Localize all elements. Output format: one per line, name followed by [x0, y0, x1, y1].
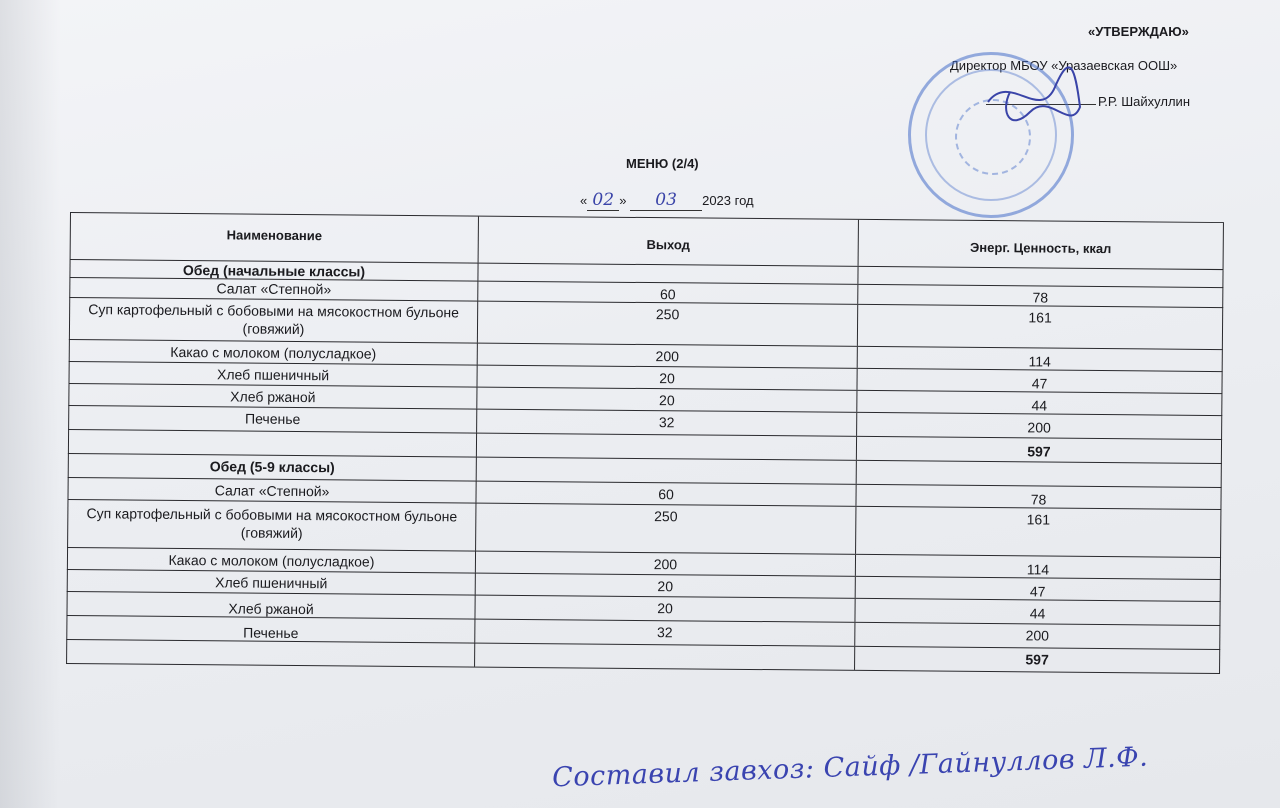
kcal-cell: 47 — [1029, 583, 1046, 600]
section-title: Обед (5-9 классы) — [69, 454, 477, 481]
kcal-cell: 161 — [1026, 511, 1051, 528]
dish-name: Хлеб пшеничный — [68, 570, 476, 595]
kcal-cell: 78 — [1032, 289, 1049, 306]
director-title: Директор МБОУ «Уразаевская ООШ» — [950, 58, 1178, 73]
output-cell: 250 — [478, 302, 858, 346]
director-signature — [980, 62, 1090, 142]
header-output: Выход — [479, 217, 859, 266]
dish-name: Печенье — [69, 406, 477, 433]
output-cell: 60 — [476, 482, 856, 506]
kcal-cell: 78 — [1030, 491, 1047, 508]
output-cell: 20 — [477, 388, 857, 412]
dish-name: Печенье — [67, 616, 475, 643]
output-cell — [478, 264, 858, 284]
header-name: Наименование — [71, 213, 479, 263]
kcal-cell: 161 — [1028, 309, 1052, 326]
output-cell: 32 — [477, 410, 857, 436]
kcal-cell: 47 — [1031, 375, 1048, 392]
dish-name: Хлеб ржаной — [69, 384, 477, 409]
output-cell: 200 — [476, 552, 856, 576]
menu-title: МЕНЮ (2/4) — [626, 156, 699, 171]
dish-name: Суп картофельный с бобовыми на мясокостном бульоне (говяжий) — [68, 500, 476, 551]
kcal-cell: 114 — [1026, 561, 1050, 578]
dish-name: Суп картофельный с бобовыми на мясокостном бульоне (говяжий) — [70, 298, 478, 343]
date-day: 02 — [587, 190, 619, 211]
approval-heading: «УТВЕРЖДАЮ» — [1088, 24, 1189, 39]
output-cell — [477, 434, 857, 460]
dish-name: Салат «Степной» — [70, 278, 478, 301]
output-cell: 20 — [476, 574, 856, 598]
compiled-by-handwritten: Составил завхоз: Сайф /Гайнуллов Л.Ф. — [551, 741, 1149, 794]
output-cell — [475, 644, 855, 670]
output-cell: 200 — [478, 344, 858, 368]
dish-name: Хлеб ржаной — [67, 592, 475, 619]
dish-name: Какао с молоком (полусладкое) — [70, 340, 478, 365]
dish-name: Салат «Степной» — [68, 478, 476, 503]
total-label — [69, 430, 477, 457]
kcal-cell — [858, 267, 1222, 287]
header-energy: Энерг. Ценность, ккал — [970, 239, 1112, 257]
kcal-cell — [857, 461, 1221, 487]
kcal-cell: 200 — [1025, 627, 1050, 644]
date-close-quote: » — [619, 193, 627, 208]
output-cell — [477, 458, 857, 484]
total-kcal: 597 — [1027, 443, 1051, 460]
date-year: 2023 год — [702, 193, 754, 208]
menu-table — [66, 212, 1224, 692]
menu-date — [580, 190, 754, 211]
total-kcal: 597 — [1025, 651, 1049, 668]
date-month: 03 — [630, 190, 702, 211]
output-cell: 20 — [475, 596, 855, 622]
dish-name: Какао с молоком (полусладкое) — [68, 548, 476, 573]
kcal-cell: 114 — [1028, 353, 1051, 370]
dish-name: Хлеб пшеничный — [70, 362, 478, 387]
output-cell: 32 — [475, 620, 855, 646]
director-name: Р.Р. Шайхуллин — [1098, 94, 1190, 109]
total-label — [67, 640, 475, 667]
kcal-cell: 200 — [1027, 419, 1051, 436]
output-cell: 60 — [478, 282, 858, 304]
kcal-cell: 44 — [1031, 397, 1048, 414]
page-shadow — [0, 0, 60, 808]
output-cell: 250 — [476, 504, 856, 554]
kcal-cell: 44 — [1029, 605, 1046, 622]
date-open-quote: « — [580, 193, 588, 208]
output-cell: 20 — [477, 366, 857, 390]
section-title: Обед (начальные классы) — [70, 260, 478, 281]
